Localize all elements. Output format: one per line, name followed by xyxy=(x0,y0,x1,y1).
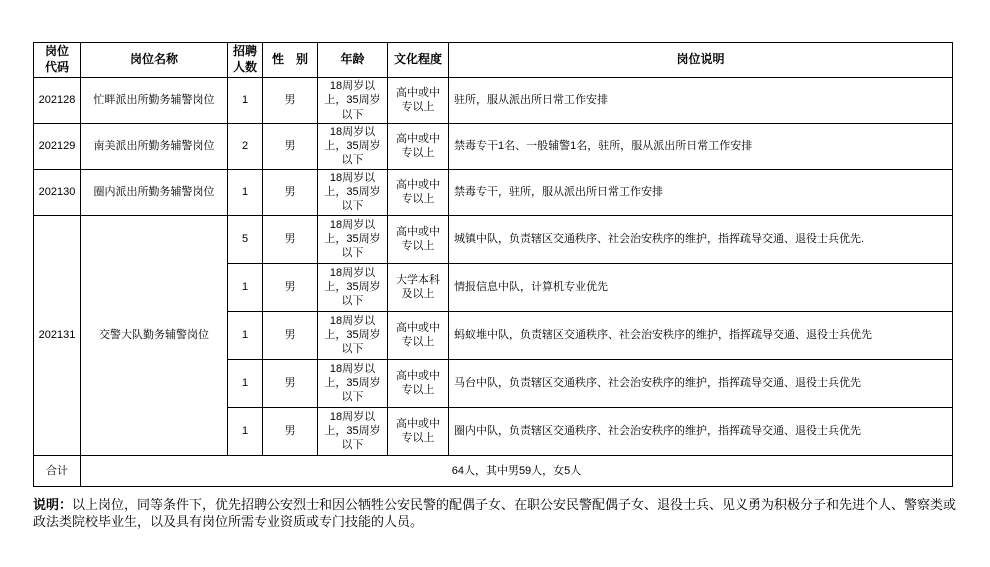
age-requirement: 18周岁以上，35周岁以下 xyxy=(318,78,388,124)
position-description: 驻所，服从派出所日常工作安排 xyxy=(449,78,953,124)
position-description: 马台中队，负责辖区交通秩序、社会治安秩序的维护，指挥疏导交通、退役士兵优先 xyxy=(449,359,953,407)
header-description: 岗位说明 xyxy=(449,43,953,78)
gender-value: 男 xyxy=(263,263,318,311)
education-requirement: 高中或中专以上 xyxy=(388,215,449,263)
header-education: 文化程度 xyxy=(388,43,449,78)
recruit-count-value: 5 xyxy=(228,215,263,263)
job-row xyxy=(34,78,953,124)
total-label: 合计 xyxy=(34,455,81,486)
recruitment-table xyxy=(33,42,953,487)
recruit-count-value: 1 xyxy=(228,263,263,311)
age-requirement: 18周岁以上，35周岁以下 xyxy=(318,311,388,359)
gender-value: 男 xyxy=(263,311,318,359)
header-age: 年龄 xyxy=(318,43,388,78)
age-requirement: 18周岁以上，35周岁以下 xyxy=(318,169,388,215)
position-description: 禁毒专干1名、一般辅警1名，驻所，服从派出所日常工作安排 xyxy=(449,123,953,169)
education-requirement: 高中或中专以上 xyxy=(388,407,449,455)
gender-value: 男 xyxy=(263,169,318,215)
position-name: 交警大队勤务辅警岗位 xyxy=(81,215,228,455)
gender-value: 男 xyxy=(263,359,318,407)
position-name: 忙畔派出所勤务辅警岗位 xyxy=(81,78,228,124)
position-code: 202129 xyxy=(34,123,81,169)
education-requirement: 大学本科及以上 xyxy=(388,263,449,311)
age-requirement: 18周岁以上，35周岁以下 xyxy=(318,215,388,263)
gender-value: 男 xyxy=(263,123,318,169)
header-position-name: 岗位名称 xyxy=(81,43,228,78)
age-requirement: 18周岁以上，35周岁以下 xyxy=(318,359,388,407)
footnote xyxy=(33,496,957,530)
job-row xyxy=(34,169,953,215)
position-description: 圈内中队，负责辖区交通秩序、社会治安秩序的维护，指挥疏导交通、退役士兵优先 xyxy=(449,407,953,455)
header-recruit-count: 招聘人数 xyxy=(228,43,263,78)
recruit-count-value: 1 xyxy=(228,169,263,215)
header-gender: 性 别 xyxy=(263,43,318,78)
table-header-row xyxy=(34,43,953,78)
gender-value: 男 xyxy=(263,78,318,124)
education-requirement: 高中或中专以上 xyxy=(388,359,449,407)
footnote-label: 说明： xyxy=(33,497,73,512)
job-row xyxy=(34,215,953,263)
position-code: 202130 xyxy=(34,169,81,215)
education-requirement: 高中或中专以上 xyxy=(388,169,449,215)
position-description: 情报信息中队，计算机专业优先 xyxy=(449,263,953,311)
position-name: 圈内派出所勤务辅警岗位 xyxy=(81,169,228,215)
position-code: 202131 xyxy=(34,215,81,455)
position-code: 202128 xyxy=(34,78,81,124)
position-description: 禁毒专干，驻所，服从派出所日常工作安排 xyxy=(449,169,953,215)
gender-value: 男 xyxy=(263,407,318,455)
age-requirement: 18周岁以上，35周岁以下 xyxy=(318,123,388,169)
age-requirement: 18周岁以上，35周岁以下 xyxy=(318,407,388,455)
recruit-count-value: 1 xyxy=(228,311,263,359)
total-row xyxy=(34,455,953,486)
total-value: 64人，其中男59人，女5人 xyxy=(81,455,953,486)
header-position-code: 岗位代码 xyxy=(34,43,81,78)
footnote-text: 以上岗位，同等条件下，优先招聘公安烈士和因公牺牲公安民警的配偶子女、在职公安民警配偶子女、退役士兵、见义勇为积极分子和先进个人、警察类或政法类院校毕业生，以及具有岗位所需专业资质或专门技能的人员。 xyxy=(33,497,957,529)
recruit-count-value: 2 xyxy=(228,123,263,169)
position-description: 城镇中队，负责辖区交通秩序、社会治安秩序的维护，指挥疏导交通、退役士兵优先. xyxy=(449,215,953,263)
education-requirement: 高中或中专以上 xyxy=(388,78,449,124)
recruit-count-value: 1 xyxy=(228,359,263,407)
gender-value: 男 xyxy=(263,215,318,263)
job-row xyxy=(34,123,953,169)
position-name: 南美派出所勤务辅警岗位 xyxy=(81,123,228,169)
position-description: 蚂蚁堆中队，负责辖区交通秩序、社会治安秩序的维护，指挥疏导交通、退役士兵优先 xyxy=(449,311,953,359)
recruit-count-value: 1 xyxy=(228,407,263,455)
recruit-count-value: 1 xyxy=(228,78,263,124)
education-requirement: 高中或中专以上 xyxy=(388,123,449,169)
age-requirement: 18周岁以上，35周岁以下 xyxy=(318,263,388,311)
education-requirement: 高中或中专以上 xyxy=(388,311,449,359)
